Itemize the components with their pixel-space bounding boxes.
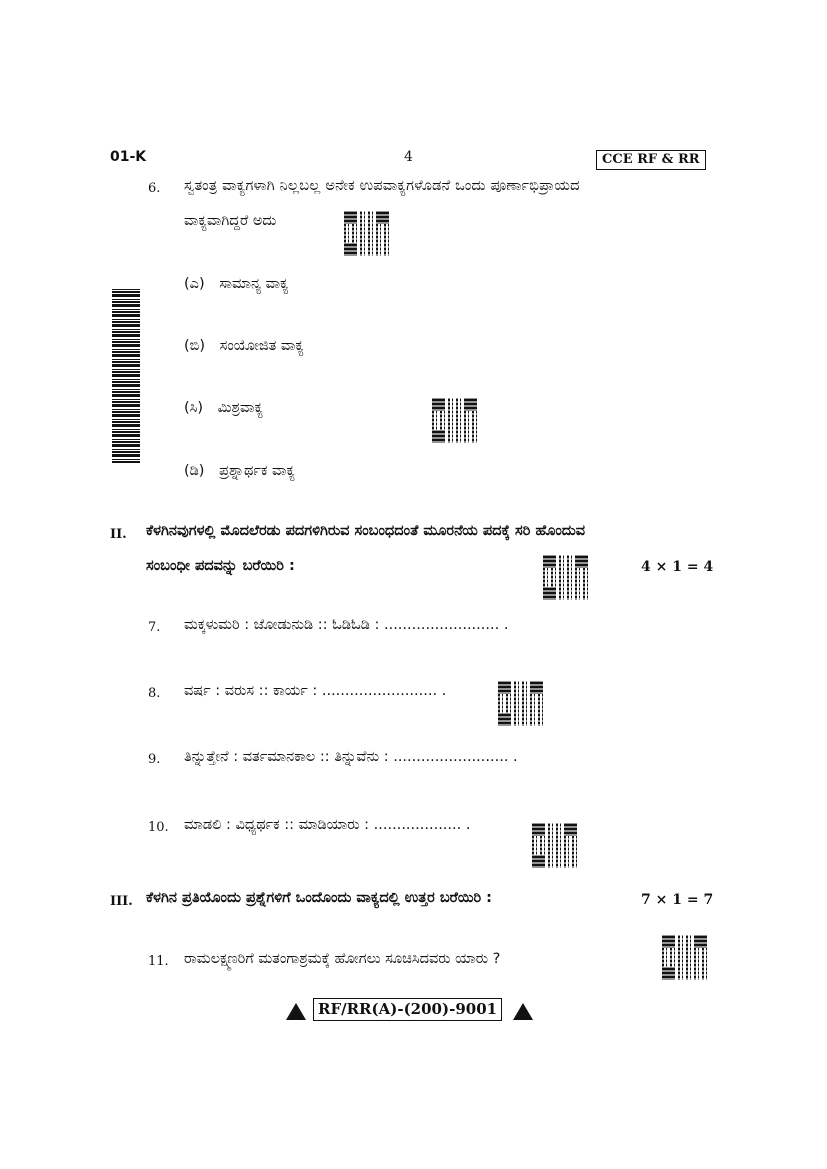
barcode-image	[112, 287, 140, 463]
option-a-label: (ಎ)	[184, 276, 205, 292]
qr-code-icon	[498, 681, 543, 726]
qr-code-icon	[432, 398, 477, 443]
question-10-text: ಮಾಡಲಿ : ವಿಧ್ಯರ್ಥಕ :: ಮಾಡಿಯಾರು : ................... .	[184, 817, 471, 833]
option-c	[184, 400, 263, 416]
page-number: 4	[404, 149, 413, 165]
option-d-label: (ಡಿ)	[184, 463, 205, 479]
question-10-number: 10.	[148, 820, 169, 835]
triangle-right-icon	[513, 1003, 533, 1020]
question-11-text: ರಾಮಲಕ್ಷ್ಮಣರಿಗೆ ಮತಂಗಾಶ್ರಮಕ್ಕೆ ಹೋಗಲು ಸೂಚಿಸಿದವರು ಯಾರು ?	[184, 951, 501, 967]
qr-code-icon	[532, 823, 577, 868]
exam-code-box: CCE RF & RR	[596, 150, 706, 170]
option-d-text: ಪ್ರಶ್ನಾರ್ಥಕ ವಾಕ್ಯ	[219, 463, 295, 479]
question-6-text-line1: ಸ್ವತಂತ್ರ ವಾಕ್ಯಗಳಾಗಿ ನಿಲ್ಲಬಲ್ಲ ಅನೇಕ ಉಪವಾಕ್ಯಗಳೊಡನೆ ಒಂದು ಪೂರ್ಣಾಭಿಪ್ರಾಯದ	[184, 178, 580, 194]
triangle-left-icon	[286, 1003, 306, 1020]
question-8-number: 8.	[148, 686, 161, 701]
qr-code-icon	[662, 935, 707, 980]
question-9-number: 9.	[148, 752, 161, 767]
section-2-instruction-line2: ಸಂಬಂಧೀ ಪದವನ್ನು ಬರೆಯಿರಿ :	[146, 558, 295, 574]
paper-code: 01-K	[110, 149, 147, 165]
option-a-text: ಸಾಮಾನ್ಯ ವಾಕ್ಯ	[219, 276, 289, 292]
footer-code-box: RF/RR(A)-(200)-9001	[313, 998, 502, 1021]
section-3-instruction: ಕೆಳಗಿನ ಪ್ರತಿಯೊಂದು ಪ್ರಶ್ನೆಗಳಿಗೆ ಒಂದೊಂದು ವಾಕ್ಯದಲ್ಲಿ ಉತ್ತರ ಬರೆಯಿರಿ :	[146, 890, 492, 906]
section-2-roman: II.	[110, 527, 127, 542]
question-11-number: 11.	[148, 954, 169, 969]
option-b-label: (ಬಿ)	[184, 338, 206, 354]
question-9-text: ತಿನ್ನುತ್ತೇನೆ : ವರ್ತಮಾನಕಾಲ :: ತಿನ್ನುವೆನು : ......................... .	[184, 749, 518, 765]
section-3-roman: III.	[110, 894, 133, 909]
option-b	[184, 338, 304, 354]
question-8-text: ವರ್ಷ : ವರುಸ :: ಕಾರ್ಯ : ......................... .	[184, 683, 447, 699]
section-2-instruction-line1: ಕೆಳಗಿನವುಗಳಲ್ಲಿ ಮೊದಲೆರಡು ಪದಗಳಿಗಿರುವ ಸಂಬಂಧದಂತೆ ಮೂರನೆಯ ಪದಕ್ಕೆ ಸರಿ ಹೊಂದುವ	[146, 523, 586, 539]
option-d	[184, 463, 295, 479]
question-7-text: ಮಕ್ಕಳುಮರಿ : ಜೋಡುನುಡಿ :: ಓಡಿಓಡಿ : ......................... .	[184, 617, 509, 633]
question-6-number: 6.	[148, 181, 161, 196]
option-c-label: (ಸಿ)	[184, 400, 204, 416]
option-b-text: ಸಂಯೋಜಿತ ವಾಕ್ಯ	[219, 338, 304, 354]
qr-code-icon	[344, 211, 389, 256]
question-7-number: 7.	[148, 620, 161, 635]
section-2-marks: 4 × 1 = 4	[641, 559, 714, 575]
qr-code-icon	[543, 555, 588, 600]
section-3-marks: 7 × 1 = 7	[641, 892, 714, 908]
question-6-text-line2: ವಾಕ್ಯವಾಗಿದ್ದರೆ ಅದು	[184, 213, 277, 229]
option-a	[184, 276, 289, 292]
option-c-text: ಮಿಶ್ರವಾಕ್ಯ	[217, 400, 263, 416]
